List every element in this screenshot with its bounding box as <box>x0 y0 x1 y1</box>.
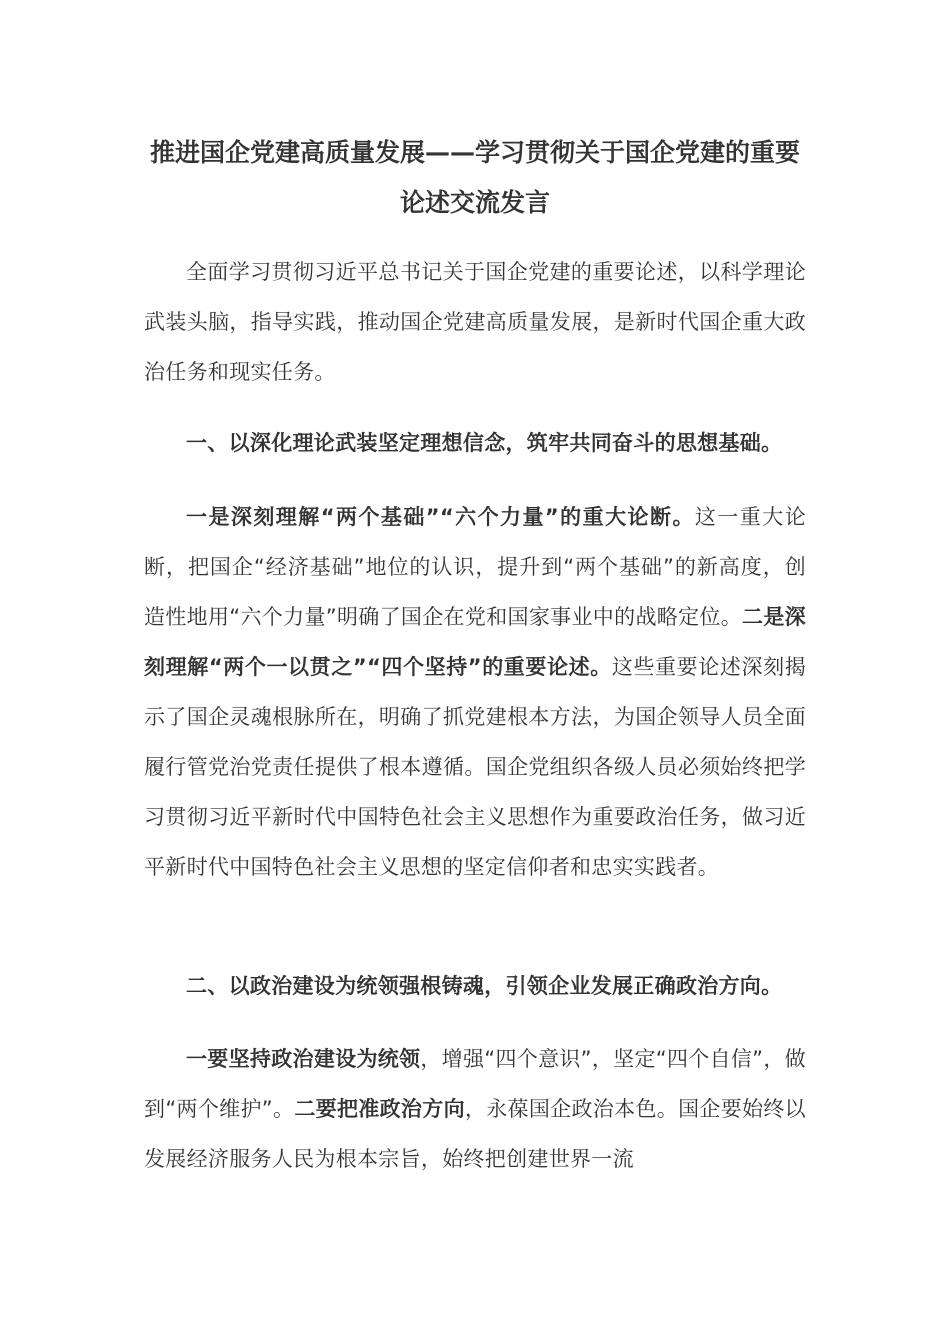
section-1-heading: 一、以深化理论武装坚定理想信念，筑牢共同奋斗的思想基础。 <box>186 431 783 455</box>
document-title: 推进国企党建高质量发展——学习贯彻关于国企党建的重要论述交流发言 <box>149 138 800 217</box>
section-1-text-1: 这一重大论断，把国企“经济基础”地位的认识，提升到“两个基础”的新高度，创造性地用“六个力量”明确了国企在党和国家事业中的战略定位。 <box>144 505 807 629</box>
intro-paragraph: 全面学习贯彻习近平总书记关于国企党建的重要论述，以科学理论武装头脑，指导实践，推动国企党建高质量发展，是新时代国企重大政治任务和现实任务。 <box>144 260 806 384</box>
section-1-lead-1: 一是深刻理解“两个基础”“六个力量”的重大论断。 <box>186 505 695 529</box>
section-1-text-2: 这些重要论述深刻揭示了国企灵魂根脉所在，明确了抓党建根本方法，为国企领导人员全面履行管党治党责任提供了根本遵循。国企党组织各级人员必须始终把学习贯彻习近平新时代中国特色社会主义思想作为重要政治任务，做习近平新时代中国特色社会主义思想的坚定信仰者和忠实实践者。 <box>144 655 806 879</box>
section-2-lead-1: 一要坚持政治建设为统领 <box>186 1047 421 1071</box>
section-2-lead-2: 二要把准政治方向 <box>294 1097 465 1121</box>
section-2-text-2: ，永葆国企政治本色。国企要始终以发展经济服务人民为根本宗旨，始终把创建世界一流 <box>144 1097 806 1171</box>
section-2-text-1: ，增强“四个意识”，坚定“四个自信”，做到“两个维护”。 <box>144 1047 806 1121</box>
section-2-paragraph <box>144 1034 806 1184</box>
section-2-heading: 二、以政治建设为统领强根铸魂，引领企业发展正确政治方向。 <box>186 974 783 998</box>
section-1-lead-2: 二是深刻理解“两个一以贯之”“四个坚持”的重要论述。 <box>144 605 806 679</box>
section-1-paragraph <box>144 492 806 892</box>
